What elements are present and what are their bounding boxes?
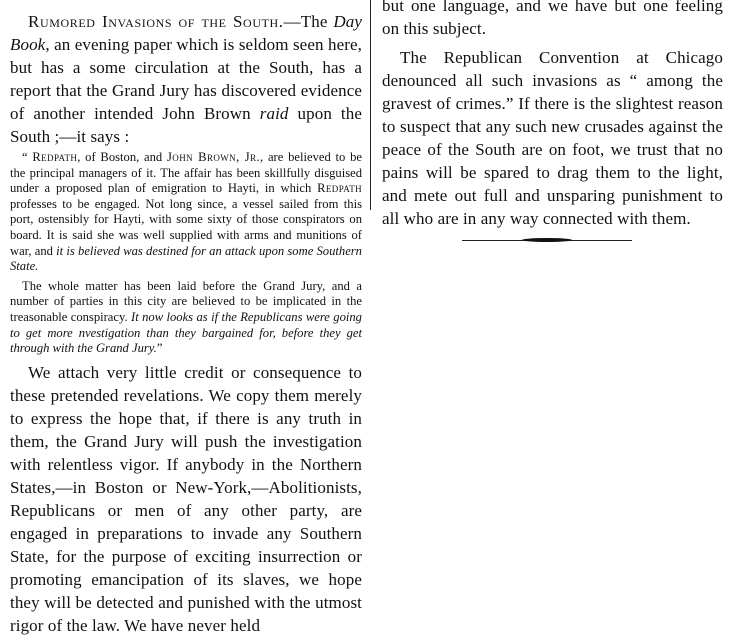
left-column — [6, 0, 366, 635]
convention-paragraph: The Republican Convention at Chicago denounced all such invasions as “ among the gravest of crimes.” If there is the slightest reason to suspect that any such new crusades against the peace of the South are on foot, we trust that no pains will be spared to drag them to the light, and mete out full and unsparing punishment to all who are in any way connected with them. — [382, 48, 723, 228]
editorial-comment: We attach very little credit or consequence to these pretended revelations. We copy them merely to express the hope that, if there is any truth in them, the Grand Jury will push the investigation with relentless vigor. If anybody in the Northern States,—in Boston or New-York,—Abolitionists, Republicans or men of any other party, are engaged in preparations to invade any Southern State, for the purpose of exciting insurrection or promoting emancipation of its slaves, we hope they will be detected and punished with the utmost rigor of the law. We have never held — [10, 362, 362, 635]
right-column — [378, 0, 725, 600]
article-end-rule — [462, 236, 632, 244]
newspaper-name: Day Book — [10, 12, 362, 54]
article-headline: Rumored Invasions of the South. — [28, 12, 284, 31]
quoted-paragraph-2: The whole matter has been laid before the Grand Jury, and a number of parties in this city are believed to be implicated in the treasonable conspiracy. It now looks as if the Republicans were going to get more nvestigation than they bargained for, before they get through with the Grand Jury.” — [10, 278, 362, 356]
column-divider — [370, 0, 371, 210]
continued-text: but one language, and we have but one feeling on this subject. — [382, 0, 723, 38]
intro-paragraph: Rumored Invasions of the South.—The Day Book, an evening paper which is seldom seen here, but has a some circulation at the South, has a report that the Grand Jury has discovered evidence of another intended John Brown raid upon the South ;—it says : — [10, 12, 362, 146]
quoted-paragraph-1: “ Redpath, of Boston, and John Brown, Jr., are believed to be the principal managers of it. The affair has been skillfully disguised under a proposed plan of emigration to Hayti, in which Redpath professes to be engaged. Not long since, a vessel sailed from this port, ostensibly for Hayti, with some sixty of those conspirators on board. It is said she was well supplied with arms and munitions of war, and it is believed was destined for an attack upon some Southern State. — [10, 150, 362, 274]
